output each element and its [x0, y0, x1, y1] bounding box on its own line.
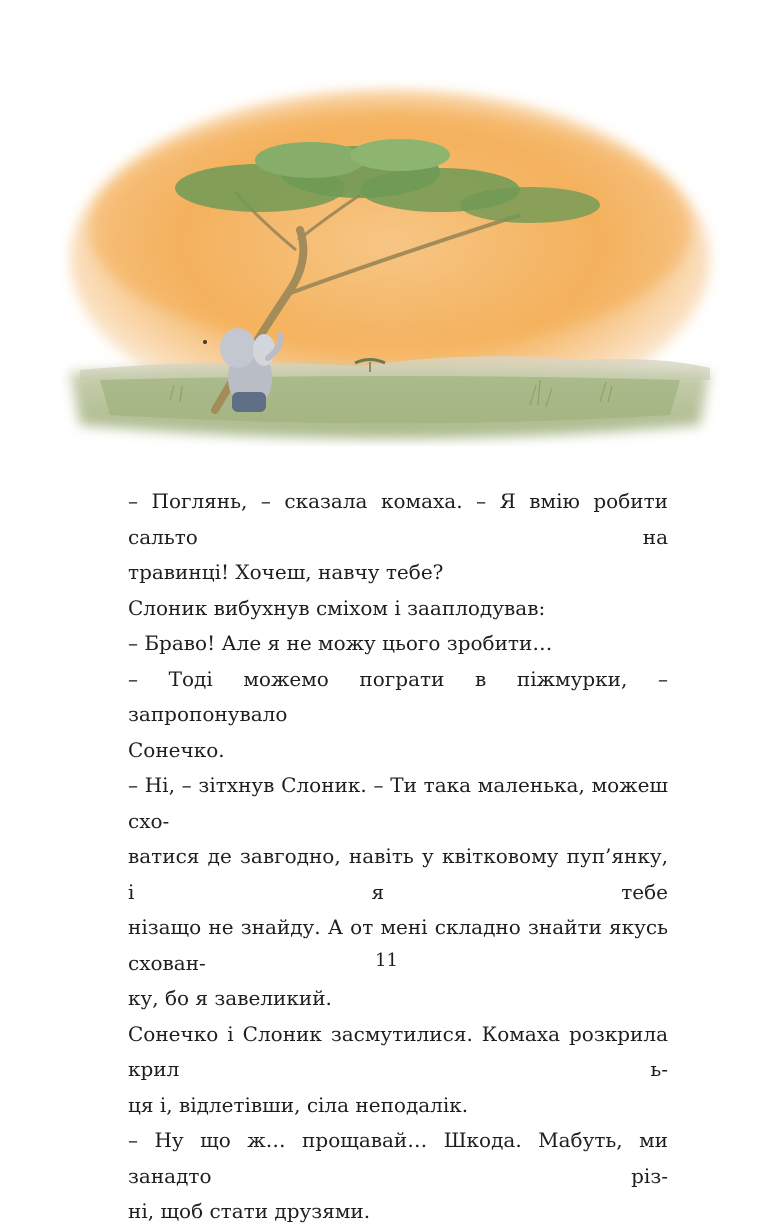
- story-line: – Поглянь, – сказала комаха. – Я вмію робити сальто на: [128, 489, 668, 549]
- story-line: – Браво! Але я не можу цього зробити…: [128, 631, 553, 655]
- story-line: Сонечко.: [128, 737, 225, 762]
- story-line: ватися де завгодно, навіть у квітковому пуп’янку, і я тебе: [128, 844, 668, 904]
- tree-and-elephant-picture: [60, 80, 720, 450]
- story-line: нізащо не знайду. А от мені складно знайти якусь схован-: [128, 915, 668, 975]
- page-number: 11: [375, 950, 398, 971]
- story-line: – Ну що ж… прощавай… Шкода. Мабуть, ми занадто різ-: [128, 1128, 668, 1188]
- story-line: – Тоді можемо пограти в піжмурки, – запропонувало: [128, 666, 668, 726]
- story-line: ку, бо я завеликий.: [128, 986, 332, 1010]
- story-text: [128, 484, 668, 1230]
- savanna-illustration: [60, 80, 720, 450]
- story-line: ця і, відлетівши, сіла неподалік.: [128, 1092, 469, 1117]
- story-line: Слоник вибухнув сміхом і зааплодував:: [128, 595, 546, 620]
- story-line: – Ні, – зітхнув Слоник. – Ти така маленька, можеш схо-: [128, 773, 668, 833]
- story-line: травинці! Хочеш, навчу тебе?: [128, 560, 444, 584]
- story-line: Сонечко і Слоник засмутилися. Комаха розкрила крил ь-: [128, 1021, 668, 1081]
- story-line: ні, щоб стати друзями.: [128, 1199, 371, 1223]
